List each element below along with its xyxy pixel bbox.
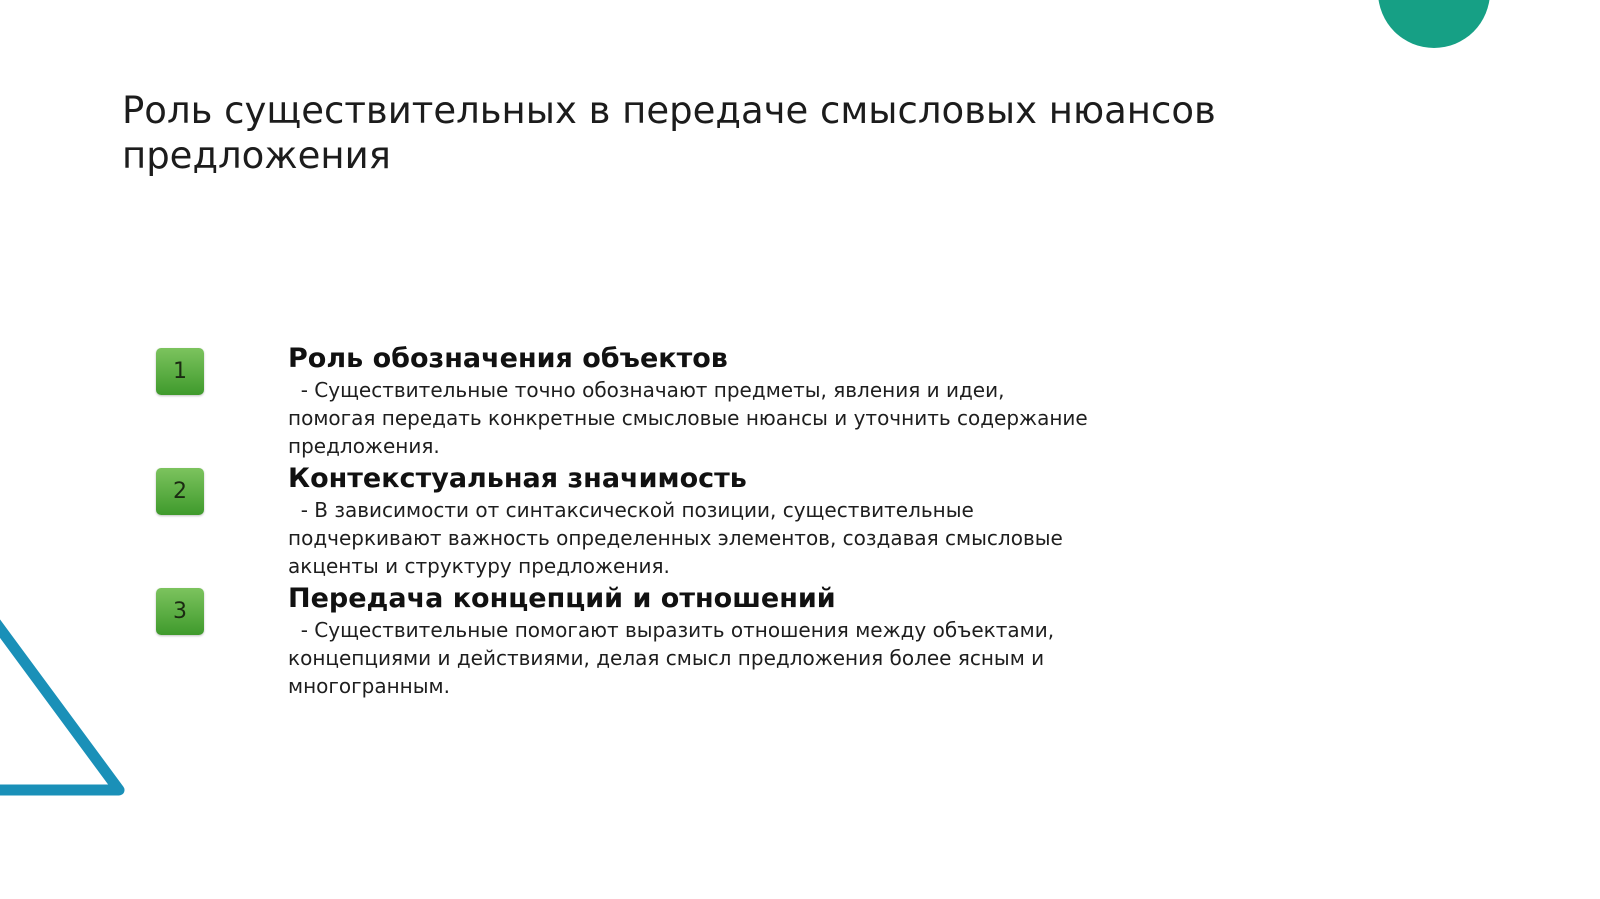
item-heading: Передача концепций и отношений [288, 583, 836, 614]
number-badge: 3 [156, 588, 204, 635]
item-heading: Роль обозначения объектов [288, 343, 728, 374]
slide-title: Роль существительных в передаче смысловых нюансов предложения [122, 89, 1216, 177]
number-badge: 1 [156, 348, 204, 395]
item-description: - Существительные точно обозначают предметы, явления и идеи, помогая передать конкретные смысловые нюансы и уточнить содержание предложения. [288, 378, 1095, 458]
item-description: - Существительные помогают выразить отношения между объектами, концепциями и действиями, делая смысл предложения более ясным и многогранным. [288, 618, 1061, 698]
item-description: - В зависимости от синтаксической позиции, существительные подчеркивают важность определенных элементов, создавая смысловые акценты и структуру предложения. [288, 498, 1070, 578]
number-badge: 2 [156, 468, 204, 515]
item-heading: Контекстуальная значимость [288, 463, 747, 494]
teal-circle-decoration [1378, 0, 1490, 48]
triangle-decoration [0, 580, 140, 820]
